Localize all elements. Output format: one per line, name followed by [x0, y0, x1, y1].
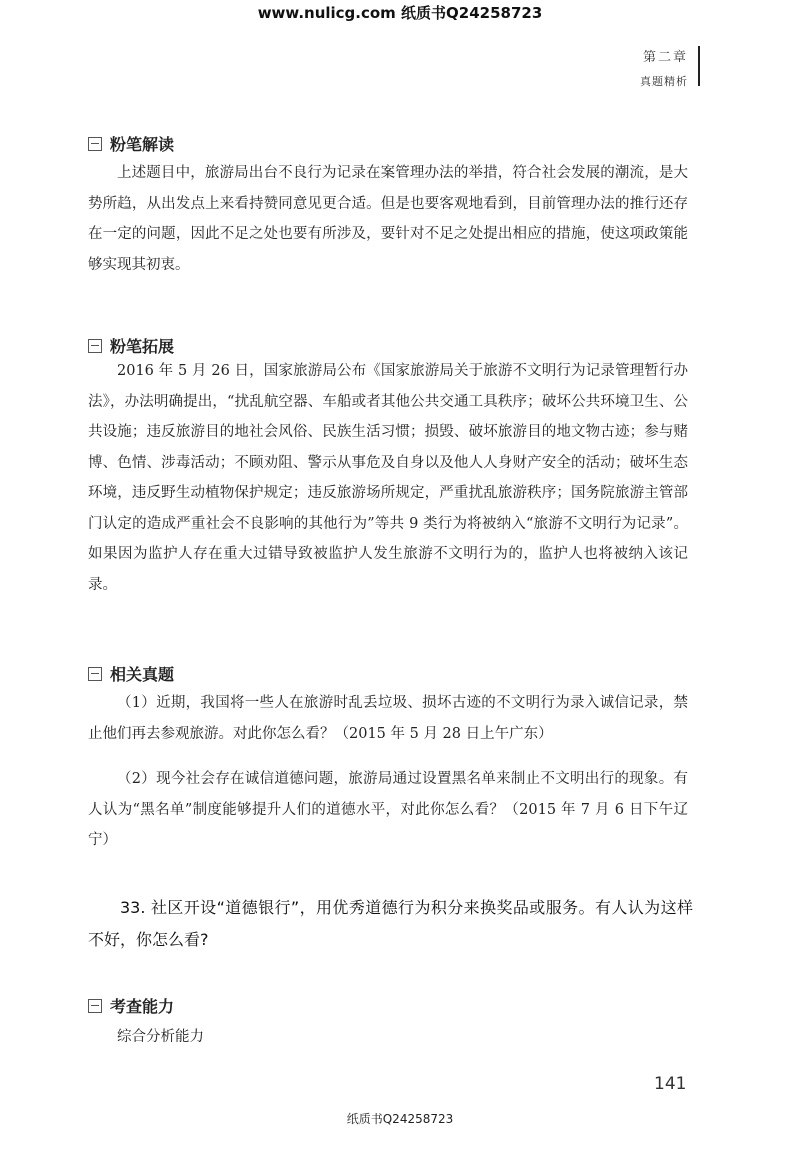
section-related-title: 相关真题 — [110, 665, 175, 684]
note-icon — [88, 137, 102, 151]
chapter-subtitle: 真题精析 — [640, 75, 688, 88]
page-number: 141 — [654, 1074, 687, 1094]
interpretation-paragraph: 上述题目中，旅游局出台不良行为记录在案管理办法的举措，符合社会发展的潮流，是大势所趋，从出发点上来看持赞同意见更合适。但是也要客观地看到，目前管理办法的推行还存在一定的问题，因此不足之处也要有所涉及，要针对不足之处提出相应的措施，使这项政策能够实现其初衷。 — [88, 165, 688, 273]
ability-icon — [88, 999, 102, 1013]
book-icon — [88, 339, 102, 353]
section-ability-heading — [88, 994, 174, 1017]
chapter-title: 第二章 — [642, 50, 688, 65]
chapter-divider — [698, 46, 700, 86]
section-ability-title: 考查能力 — [110, 997, 175, 1016]
related-question-2: （2）现今社会存在诚信道德问题，旅游局通过设置黑名单来制止不文明出行的现象。有人认为“黑名单”制度能够提升人们的道德水平，对此你怎么看？（2015 年 7 月 6 日下午辽宁） — [88, 771, 688, 848]
question-33: 33. 社区开设“道德银行”，用优秀道德行为积分来换奖品或服务。有人认为这样不好，你怎么看? — [88, 898, 693, 949]
section-extension-heading — [88, 334, 174, 357]
chapter-header — [640, 46, 688, 89]
section-interpretation-heading — [88, 132, 174, 155]
extension-paragraph: 2016 年 5 月 26 日，国家旅游局公布《国家旅游局关于旅游不文明行为记录管理暂行办法》，办法明确提出，“扰乱航空器、车船或者其他公共交通工具秩序；破坏公共环境卫生、公共设施；违反旅游目的地社会风俗、民族生活习惯；损毁、破坏旅游目的地文物古迹；参与赌博、色情、涉毒活动；不顾劝阻、警示从事危及自身以及他人人身财产安全的活动；破坏生态环境，违反野生动植物保护规定；违反旅游场所规定，严重扰乱旅游秩序；国务院旅游主管部门认定的造成严重社会不良影响的其他行为”等共 9 类行为将被纳入“旅游不文明行为记录”。如果因为监护人存在重大过错导致被监护人发生旅游不文明行为的，监护人也将被纳入该记录。 — [88, 363, 688, 593]
bottom-watermark: 纸质书Q24258723 — [346, 1112, 454, 1126]
question-icon — [88, 667, 102, 681]
section-related-heading — [88, 662, 174, 685]
related-question-1: （1）近期，我国将一些人在旅游时乱丢垃圾、损坏古迹的不文明行为录入诚信记录，禁止他们再去参观旅游。对此你怎么看？（2015 年 5 月 28 日上午广东） — [88, 695, 688, 742]
ability-text: 综合分析能力 — [117, 1029, 204, 1045]
top-watermark: www.nulicg.com 纸质书Q24258723 — [257, 4, 543, 22]
section-interpretation-title: 粉笔解读 — [110, 135, 175, 154]
section-extension-title: 粉笔拓展 — [110, 337, 175, 356]
